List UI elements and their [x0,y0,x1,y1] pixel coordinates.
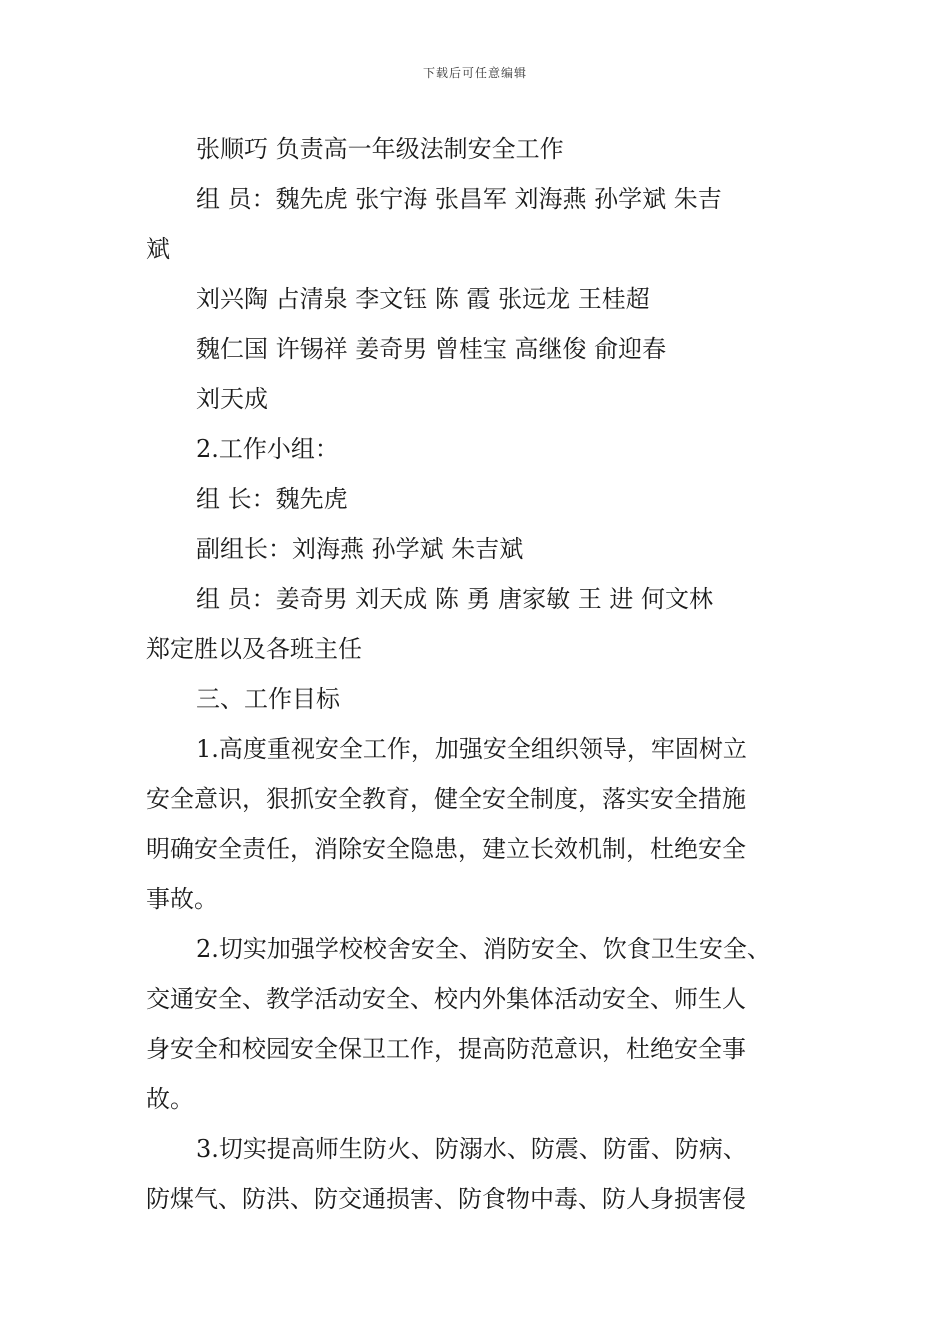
paragraph-line: 安全意识，狠抓安全教育，健全安全制度，落实安全措施 [146,785,746,813]
text-line: 刘兴陶 占清泉 李文钰 陈 霞 张远龙 王桂超 [196,285,650,313]
page-header: 下载后可任意编辑 [422,66,527,80]
document-body [146,124,836,1224]
section-heading: 三、工作目标 [196,685,340,713]
text-line: 组 员：姜奇男 刘天成 陈 勇 唐家敏 王 进 何文林 [196,585,714,613]
paragraph-line: 事故。 [146,885,218,913]
paragraph-line: 防煤气、防洪、防交通损害、防食物中毒、防人身损害侵 [146,1185,746,1213]
text-line: 刘天成 [196,385,268,413]
text-line: 斌 [146,235,170,263]
text-line: 副组长：刘海燕 孙学斌 朱吉斌 [196,535,524,563]
text-line: 组 长：魏先虎 [196,485,348,513]
text-line: 张顺巧 负责高一年级法制安全工作 [196,135,564,163]
section-subheading: 2.工作小组： [196,435,339,463]
paragraph-line: 1.高度重视安全工作，加强安全组织领导，牢固树立 [196,735,747,763]
text-line: 郑定胜以及各班主任 [146,635,362,663]
paragraph-line: 故。 [146,1085,194,1113]
paragraph-line: 交通安全、教学活动安全、校内外集体活动安全、师生人 [146,985,746,1013]
paragraph-line: 明确安全责任，消除安全隐患，建立长效机制，杜绝安全 [146,835,746,863]
paragraph-line: 身安全和校园安全保卫工作，提高防范意识，杜绝安全事 [146,1035,746,1063]
text-line: 魏仁国 许锡祥 姜奇男 曾桂宝 高继俊 俞迎春 [196,335,667,363]
paragraph-line: 3.切实提高师生防火、防溺水、防震、防雷、防病、 [196,1135,747,1163]
paragraph-line: 2.切实加强学校校舍安全、消防安全、饮食卫生安全、 [196,935,771,963]
text-line: 组 员：魏先虎 张宁海 张昌军 刘海燕 孙学斌 朱吉 [196,185,722,213]
